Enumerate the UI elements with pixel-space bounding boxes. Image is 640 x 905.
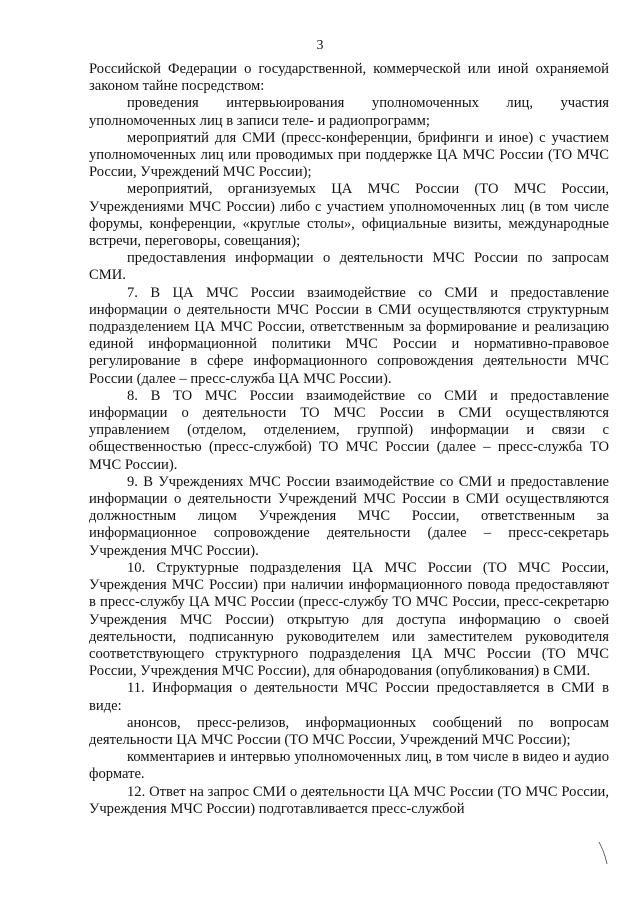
pen-stroke-mark bbox=[596, 840, 610, 866]
paragraph: мероприятий для СМИ (пресс-конференции, брифинги и иное) с участием уполномоченных лиц или проводимых при поддержке ЦА МЧС России (ТО МЧС России, Учреждений МЧС России); bbox=[89, 129, 609, 181]
paragraph: 12. Ответ на запрос СМИ о деятельности ЦА МЧС России (ТО МЧС России, Учреждения МЧС России) подготавливается пресс-службой bbox=[89, 783, 609, 817]
paragraph: 8. В ТО МЧС России взаимодействие со СМИ и предоставление информации о деятельности ТО МЧС России в СМИ осуществляются управлением (отделом, отделением, группой) информации и связи с общественностью (пресс-службой) ТО МЧС России (далее – пресс-служба ТО МЧС России). bbox=[89, 387, 609, 473]
document-body bbox=[89, 61, 609, 818]
paragraph: предоставления информации о деятельности МЧС России по запросам СМИ. bbox=[89, 250, 609, 284]
paragraph: комментариев и интервью уполномоченных лиц, в том числе в видео и аудио формате. bbox=[89, 749, 609, 783]
paragraph: 9. В Учреждениях МЧС России взаимодействие со СМИ и предоставление информации о деятельности Учреждений МЧС России в СМИ осуществляются должностным лицом Учреждения МЧС России, ответственным за информационное сопровождение деятельности (далее – пресс-секретарь Учреждения МЧС России). bbox=[89, 473, 609, 559]
paragraph: 10. Структурные подразделения ЦА МЧС России (ТО МЧС России, Учреждения МЧС России) при наличии информационного повода предоставляют в пресс-службу ЦА МЧС России (пресс-службу ТО МЧС России, пресс-секретарю Учреждения МЧС России) открытую для доступа информацию о своей деятельности, подписанную руководителем или заместителем руководителя соответствующего структурного подразделения ЦА МЧС России (ТО МЧС России, Учреждения МЧС России), для обнародования (опубликования) в СМИ. bbox=[89, 559, 609, 680]
paragraph: Российской Федерации о государственной, коммерческой или иной охраняемой законом тайне посредством: bbox=[89, 61, 609, 95]
paragraph: проведения интервьюирования уполномоченных лиц, участия уполномоченных лиц в записи теле- и радиопрограмм; bbox=[89, 95, 609, 129]
paragraph: 11. Информация о деятельности МЧС России предоставляется в СМИ в виде: bbox=[89, 680, 609, 714]
paragraph: мероприятий, организуемых ЦА МЧС России (ТО МЧС России, Учреждениями МЧС России) либо с участием уполномоченных лиц (в том числе форумы, конференции, «круглые столы», официальные визиты, международные встречи, переговоры, совещания); bbox=[89, 181, 609, 250]
paragraph: 7. В ЦА МЧС России взаимодействие со СМИ и предоставление информации о деятельности МЧС России в СМИ осуществляются структурным подразделением ЦА МЧС России, ответственным за формирование и реализацию единой информационной политики МЧС России и нормативно-правовое регулирование в сфере информационного сопровождения деятельности МЧС России (далее – пресс-служба ЦА МЧС России). bbox=[89, 284, 609, 387]
page-number: 3 bbox=[316, 38, 324, 53]
paragraph: анонсов, пресс-релизов, информационных сообщений по вопросам деятельности ЦА МЧС России (ТО МЧС России, Учреждений МЧС России); bbox=[89, 714, 609, 748]
